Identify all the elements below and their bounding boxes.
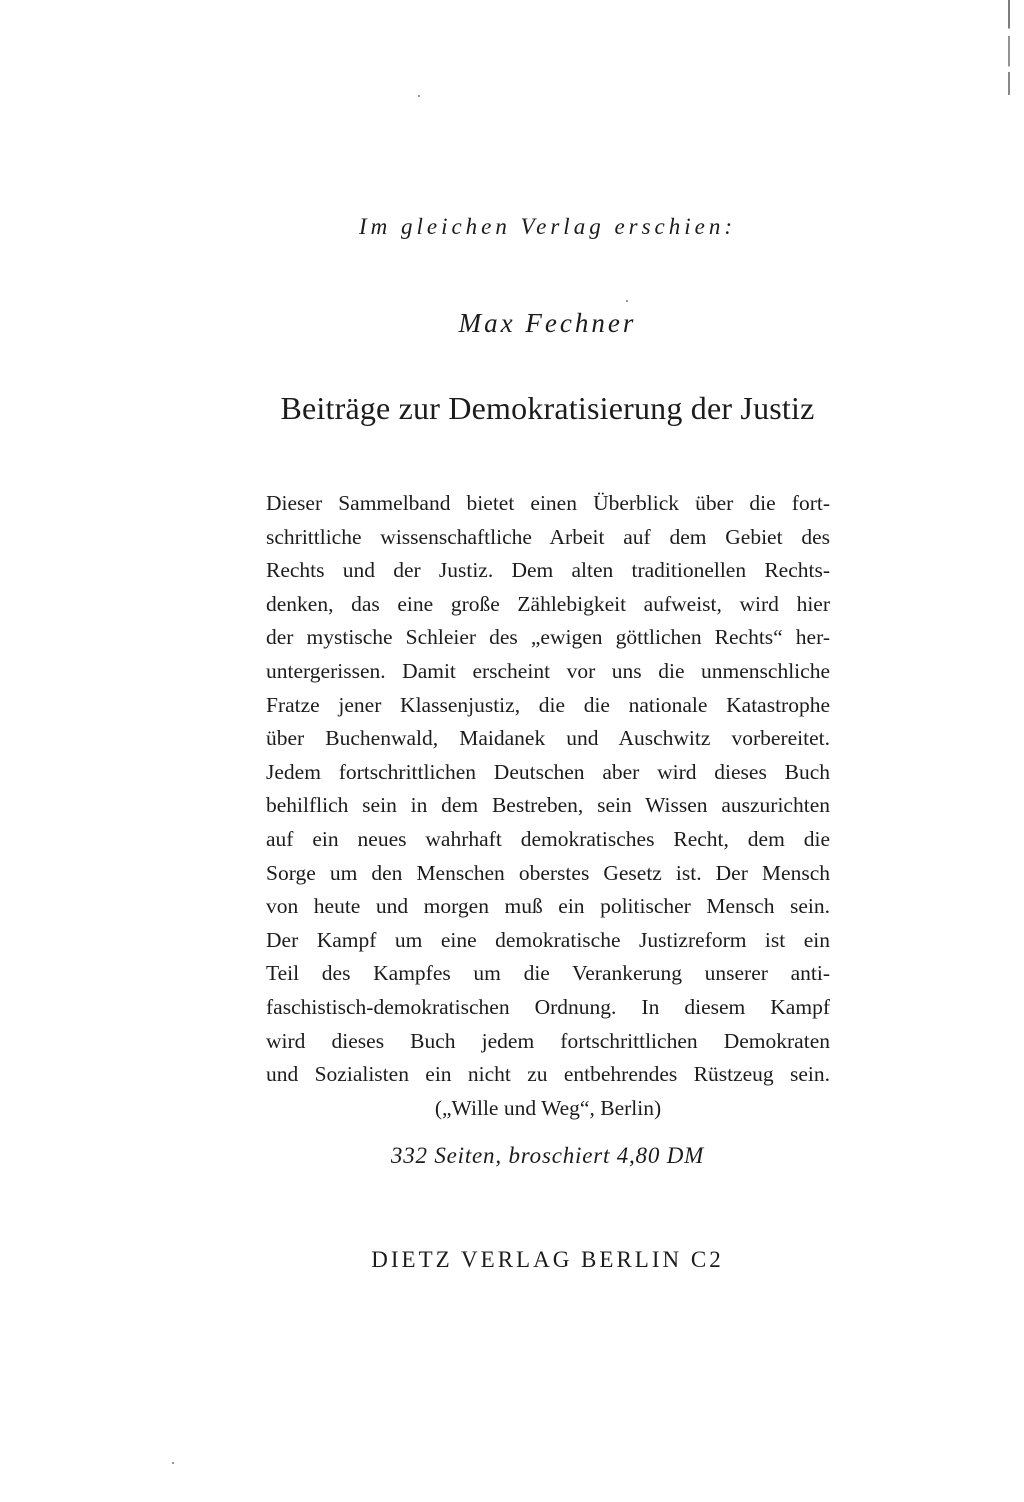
book-title: Beiträge zur Demokratisierung der Justiz bbox=[280, 390, 815, 426]
body-line: behilflich sein in dem Bestreben, sein Wissen auszurichten bbox=[266, 793, 830, 818]
description-paragraph bbox=[266, 487, 830, 1125]
body-line: Jedem fortschrittlichen Deutschen aber wird dieses Buch bbox=[266, 759, 830, 784]
body-line: Rechts und der Justiz. Dem alten traditionellen Rechts- bbox=[266, 558, 830, 583]
body-line: der mystische Schleier des „ewigen göttlichen Rechts“ her- bbox=[266, 625, 830, 650]
body-line: Teil des Kampfes um die Verankerung unserer anti- bbox=[266, 961, 830, 986]
body-line: Dieser Sammelband bietet einen Überblick über die fort- bbox=[266, 491, 830, 515]
body-line: Fratze jener Klassenjustiz, die die nationale Katastrophe bbox=[266, 692, 830, 717]
author-name: Max Fechner bbox=[458, 308, 637, 338]
announcement-heading: Im gleichen Verlag erschien: bbox=[358, 214, 737, 239]
body-line: wird dieses Buch jedem fortschrittlichen Demokraten bbox=[266, 1028, 830, 1053]
body-line: schrittliche wissenschaftliche Arbeit auf dem Gebiet des bbox=[266, 524, 830, 549]
body-line: Sorge um den Menschen oberstes Gesetz ist. Der Mensch bbox=[266, 860, 830, 885]
body-line: faschistisch-demokratischen Ordnung. In diesem Kampf bbox=[266, 994, 830, 1019]
body-line: und Sozialisten ein nicht zu entbehrendes Rüstzeug sein. bbox=[266, 1062, 830, 1087]
body-line: auf ein neues wahrhaft demokratisches Recht, dem die bbox=[266, 826, 830, 851]
scan-speck bbox=[626, 300, 628, 302]
price-line: 332 Seiten, broschiert 4,80 DM bbox=[390, 1143, 705, 1168]
body-line: über Buchenwald, Maidanek und Auschwitz vorbereitet. bbox=[266, 726, 830, 751]
body-line: von heute und morgen muß ein politischer Mensch sein. bbox=[266, 894, 830, 919]
publisher-imprint: DIETZ VERLAG BERLIN C2 bbox=[371, 1247, 724, 1272]
body-line: denken, das eine große Zählebigkeit aufweist, wird hier bbox=[266, 591, 830, 616]
quote-source: („Wille und Weg“, Berlin) bbox=[434, 1095, 662, 1120]
scan-speck bbox=[418, 95, 420, 97]
body-line: Der Kampf um eine demokratische Justizreform ist ein bbox=[266, 927, 830, 952]
scan-speck bbox=[172, 1462, 174, 1464]
page-edge-mark bbox=[1008, 0, 1010, 95]
body-line: untergerissen. Damit erscheint vor uns die unmenschliche bbox=[266, 658, 830, 683]
